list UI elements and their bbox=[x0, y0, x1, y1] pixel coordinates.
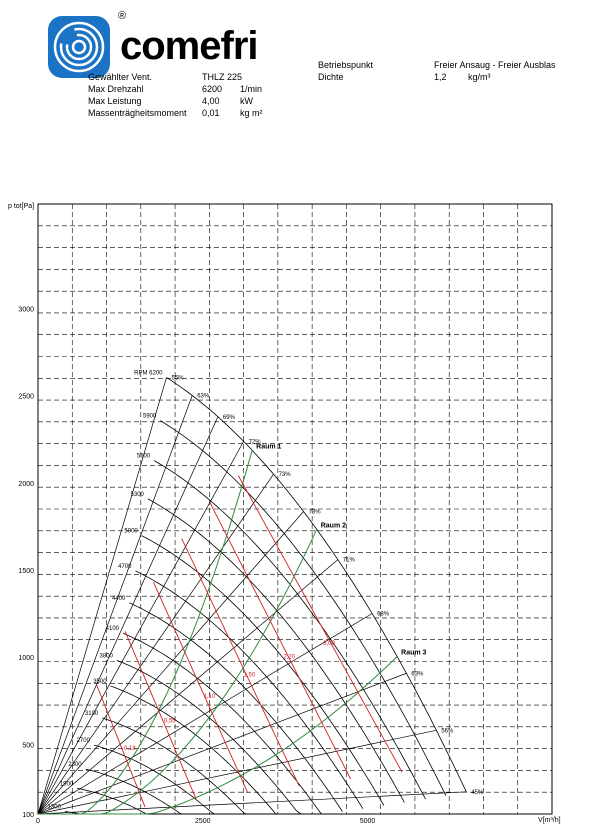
speed-label: 3100 bbox=[84, 710, 99, 717]
speed-label: 2700 bbox=[76, 738, 90, 745]
speed-label: 4700 bbox=[118, 563, 132, 570]
info-value: THLZ 225 bbox=[202, 72, 243, 82]
system-curve-label: Raum 3 bbox=[401, 649, 427, 657]
info-label: Max Leistung bbox=[88, 96, 142, 106]
system-curve bbox=[38, 657, 397, 814]
power-label: 0,18 bbox=[123, 745, 136, 752]
speed-label: RPM 6200 bbox=[134, 370, 163, 377]
info-value: 1,2 bbox=[434, 72, 447, 82]
efficiency-label: 69% bbox=[222, 414, 235, 421]
efficiency-label: 63% bbox=[197, 393, 210, 400]
info-value: 6200 bbox=[202, 84, 223, 94]
speed-curve bbox=[167, 377, 467, 791]
speed-curve bbox=[154, 461, 425, 799]
system-curve-label: Raum 2 bbox=[320, 522, 347, 530]
efficiency-label: 71% bbox=[342, 557, 355, 564]
efficiency-label: 73% bbox=[308, 509, 321, 516]
x-tick-label: 5000 bbox=[359, 818, 376, 824]
speed-curve bbox=[136, 571, 363, 809]
power-label: 1,50 bbox=[243, 672, 256, 679]
efficiency-label: 73% bbox=[278, 472, 291, 479]
power-label: 3,00 bbox=[323, 640, 335, 647]
speed-label: 3500 bbox=[93, 678, 107, 685]
y-tick-label: 100 bbox=[22, 812, 34, 819]
speed-label: 5600 bbox=[136, 453, 151, 460]
registered-mark: ® bbox=[118, 10, 127, 22]
efficiency-label: 68% bbox=[377, 611, 390, 618]
speed-label: 3800 bbox=[99, 653, 113, 660]
info-unit: kg/m³ bbox=[468, 72, 491, 82]
info-label: Betriebspunkt bbox=[318, 60, 374, 70]
power-line bbox=[153, 582, 247, 793]
system-curve-label: Raum 1 bbox=[256, 443, 282, 451]
speed-label: 5900 bbox=[143, 413, 157, 420]
speed-label: 4400 bbox=[111, 595, 126, 602]
system-curve bbox=[38, 450, 252, 814]
info-label: Dichte bbox=[318, 72, 344, 82]
info-value: 0,01 bbox=[202, 108, 220, 118]
efficiency-label: 45% bbox=[471, 789, 484, 796]
speed-label: 5000 bbox=[124, 528, 138, 535]
speed-curve bbox=[86, 769, 197, 814]
x-axis-label: V[m³/h] bbox=[538, 817, 561, 824]
efficiency-line bbox=[38, 673, 406, 814]
power-line bbox=[182, 539, 300, 787]
speed-label: 1300 bbox=[47, 804, 61, 811]
info-label: Massenträgheitsmoment bbox=[88, 108, 187, 118]
speed-label: 2300 bbox=[68, 762, 82, 769]
info-unit: 1/min bbox=[240, 84, 263, 94]
speed-label: 5300 bbox=[130, 491, 144, 498]
speed-label: 4100 bbox=[105, 626, 120, 633]
y-axis-label: p tot[Pa] bbox=[8, 203, 35, 210]
efficiency-label: 63% bbox=[411, 671, 424, 678]
speed-curve bbox=[129, 603, 342, 812]
efficiency-label: 55% bbox=[171, 375, 184, 382]
y-tick-label: 2500 bbox=[18, 393, 34, 401]
power-label: 2,20 bbox=[283, 654, 296, 661]
speed-curve bbox=[142, 536, 384, 806]
info-label: Max Drehzahl bbox=[88, 84, 144, 94]
info-unit: kg m² bbox=[240, 108, 263, 118]
power-label: 0,55 bbox=[163, 718, 176, 725]
speed-curve bbox=[94, 745, 225, 814]
speed-curve bbox=[77, 788, 169, 814]
y-tick-label: 1500 bbox=[18, 568, 34, 575]
efficiency-line bbox=[38, 395, 192, 814]
chart-labels bbox=[18, 307, 484, 824]
speed-curve bbox=[123, 633, 321, 814]
info-value: Freier Ansaug - Freier Ausblas bbox=[434, 60, 556, 70]
x-tick-label: 2500 bbox=[194, 818, 211, 824]
brand-name: comefri bbox=[120, 24, 258, 68]
efficiency-label: 56% bbox=[441, 728, 454, 735]
info-value: 4,00 bbox=[202, 96, 220, 106]
y-tick-label: 2000 bbox=[18, 480, 34, 488]
speed-label: 1900 bbox=[59, 781, 74, 788]
y-tick-label: 1000 bbox=[18, 655, 34, 663]
y-tick-label: 500 bbox=[22, 742, 34, 750]
efficiency-line bbox=[38, 512, 304, 814]
efficiency-line bbox=[38, 417, 218, 814]
power-label: 1,10 bbox=[203, 694, 216, 701]
info-label: Gewählter Vent. bbox=[88, 72, 153, 82]
x-tick-label: 0 bbox=[36, 818, 40, 824]
speed-curve bbox=[102, 718, 252, 814]
efficiency-label: 72% bbox=[248, 439, 261, 446]
y-tick-label: 3000 bbox=[18, 306, 34, 314]
info-unit: kW bbox=[240, 96, 253, 106]
speed-curve bbox=[160, 421, 446, 796]
power-line bbox=[238, 476, 402, 773]
